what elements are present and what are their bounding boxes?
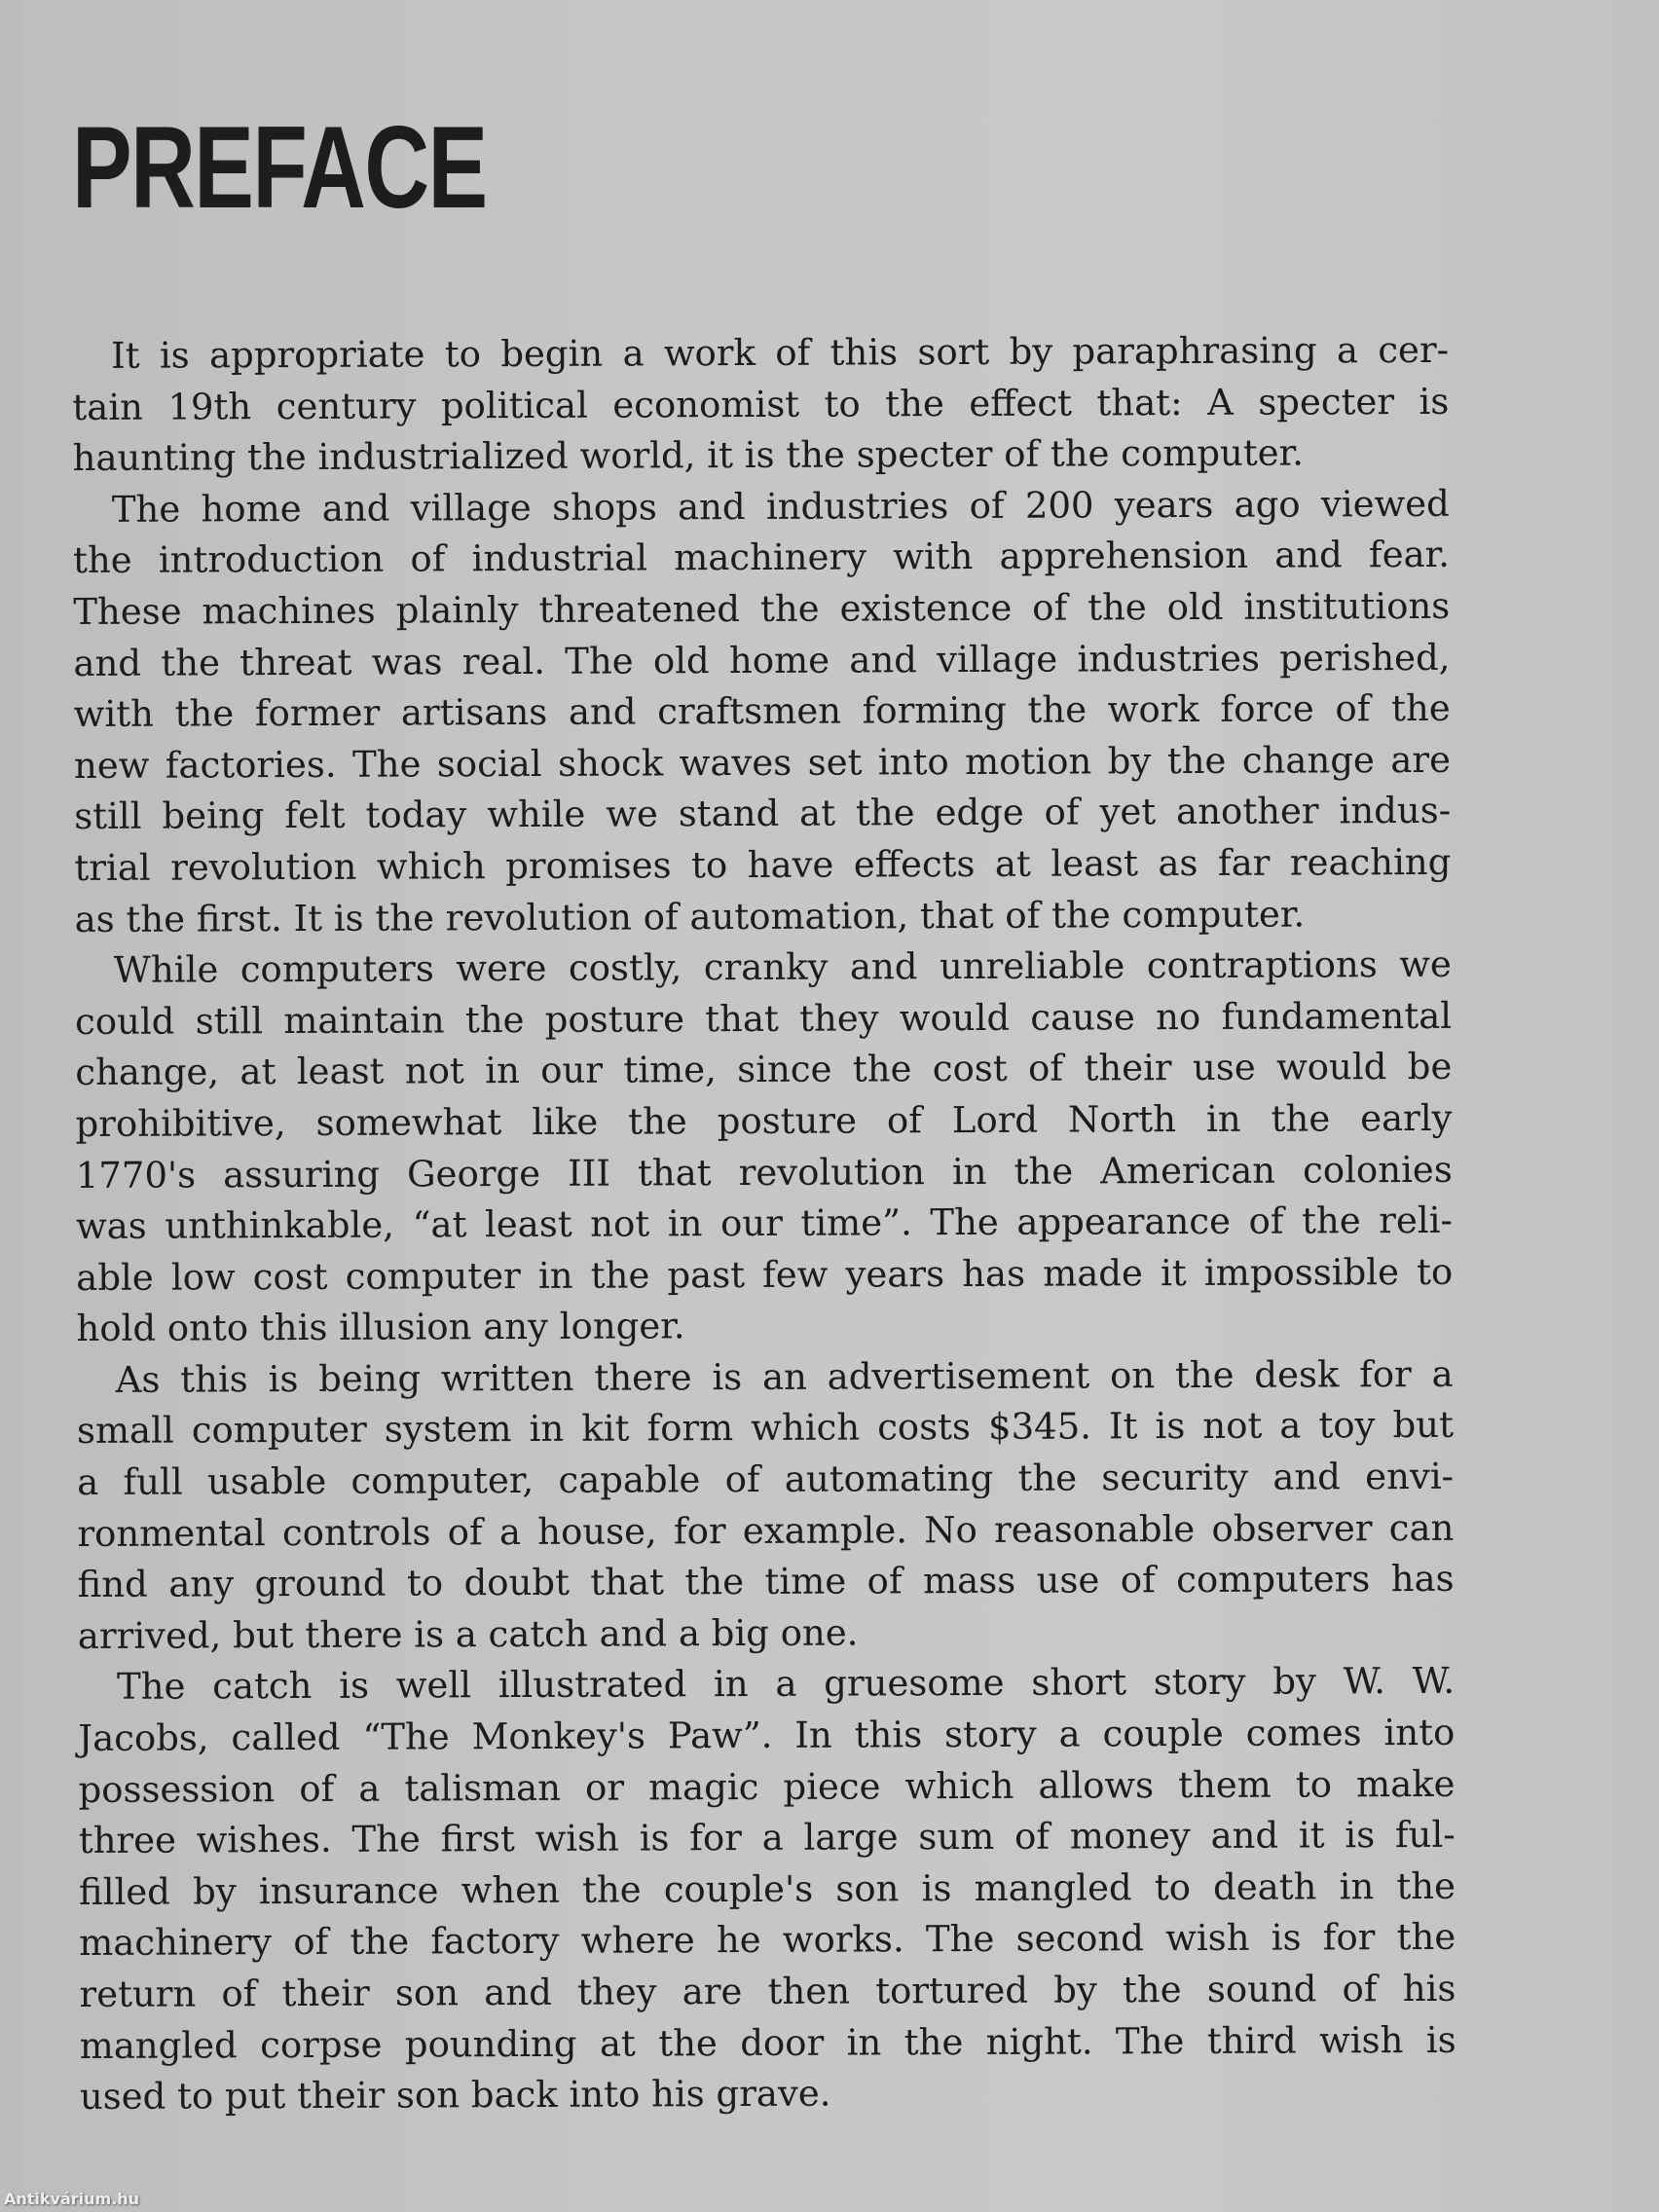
text-line: machinery of the factory where he works. The second wish is for the bbox=[79, 1916, 1456, 1965]
text-line: mangled corpse pounding at the door in the night. The third wish is bbox=[79, 2018, 1456, 2067]
text-line: The home and village shops and industries of 200 years ago viewed bbox=[111, 482, 1450, 531]
text-line: These machines plainly threatened the existence of the old institutions bbox=[73, 584, 1451, 633]
text-line: change, at least not in our time, since the cost of their use would be bbox=[75, 1046, 1453, 1094]
text-line: find any ground to doubt that the time of mass use of computers has bbox=[77, 1558, 1455, 1606]
text-line: could still maintain the posture that they would cause no fundamental bbox=[75, 994, 1453, 1043]
text-line: used to put their son back into his grave. bbox=[79, 2072, 831, 2119]
text-line: While computers were costly, cranky and unreliable contraptions we bbox=[113, 942, 1452, 991]
text-line: hold onto this illusion any longer. bbox=[76, 1305, 685, 1350]
text-line: able low cost computer in the past few years has made it impossible to bbox=[76, 1250, 1454, 1299]
text-line: was unthinkable, “at least not in our time”. The appearance of the reli- bbox=[75, 1198, 1454, 1248]
paragraph bbox=[73, 479, 1452, 946]
text-line: filled by insurance when the couple's son is mangled to death in the bbox=[78, 1864, 1456, 1913]
paragraph bbox=[77, 1349, 1455, 1663]
text-line: with the former artisans and craftsmen forming the work force of the bbox=[73, 686, 1451, 736]
page-title: PREFACE bbox=[72, 102, 487, 233]
text-line: and the threat was real. The old home and village industries perished, bbox=[73, 636, 1451, 684]
text-line: prohibitive, somewhat like the posture of Lord North in the early bbox=[75, 1096, 1453, 1145]
text-line: a full usable computer, capable of automating the security and envi- bbox=[77, 1455, 1455, 1504]
watermark: Antikvárium.hu bbox=[4, 2190, 140, 2208]
text-line: ronmental controls of a house, for example. No reasonable observer can bbox=[77, 1506, 1455, 1555]
text-line: arrived, but there is a catch and a big one. bbox=[77, 1611, 859, 1657]
text-line: small computer system in kit form which costs $345. It is not a toy but bbox=[76, 1404, 1455, 1453]
text-line: trial revolution which promises to have effects at least as far reaching bbox=[74, 840, 1452, 889]
text-line: three wishes. The first wish is for a large sum of money and it is ful- bbox=[78, 1814, 1456, 1862]
paragraph bbox=[78, 1656, 1456, 2123]
text-line: return of their son and they are then tortured by the sound of his bbox=[79, 1967, 1456, 2015]
text-line: tain 19th century political economist to the effect that: A specter is bbox=[72, 380, 1450, 428]
preface-body bbox=[72, 325, 1456, 2123]
text-line: It is appropriate to begin a work of this sort by paraphrasing a cer- bbox=[111, 328, 1450, 377]
text-line: new factories. The social shock waves set into motion by the change are bbox=[73, 738, 1452, 787]
paragraph bbox=[75, 940, 1454, 1355]
text-line: the introduction of industrial machinery with apprehension and fear. bbox=[72, 534, 1451, 582]
text-line: Jacobs, called “The Monkey's Paw”. In this story a couple comes into bbox=[78, 1711, 1456, 1760]
text-line: haunting the industrialized world, it is the specter of the computer. bbox=[72, 431, 1305, 480]
text-line: as the first. It is the revolution of automation, that of the computer. bbox=[74, 893, 1306, 940]
text-line: 1770's assuring George III that revolution in the American colonies bbox=[75, 1148, 1453, 1197]
text-line: still being felt today while we stand at the edge of yet another indus- bbox=[74, 790, 1452, 838]
text-line: possession of a talisman or magic piece which allows them to make bbox=[78, 1762, 1456, 1811]
text-line: The catch is well illustrated in a gruesome short story by W. W. bbox=[116, 1660, 1456, 1709]
paragraph bbox=[72, 325, 1450, 485]
text-line: As this is being written there is an advertisement on the desk for a bbox=[115, 1352, 1454, 1401]
